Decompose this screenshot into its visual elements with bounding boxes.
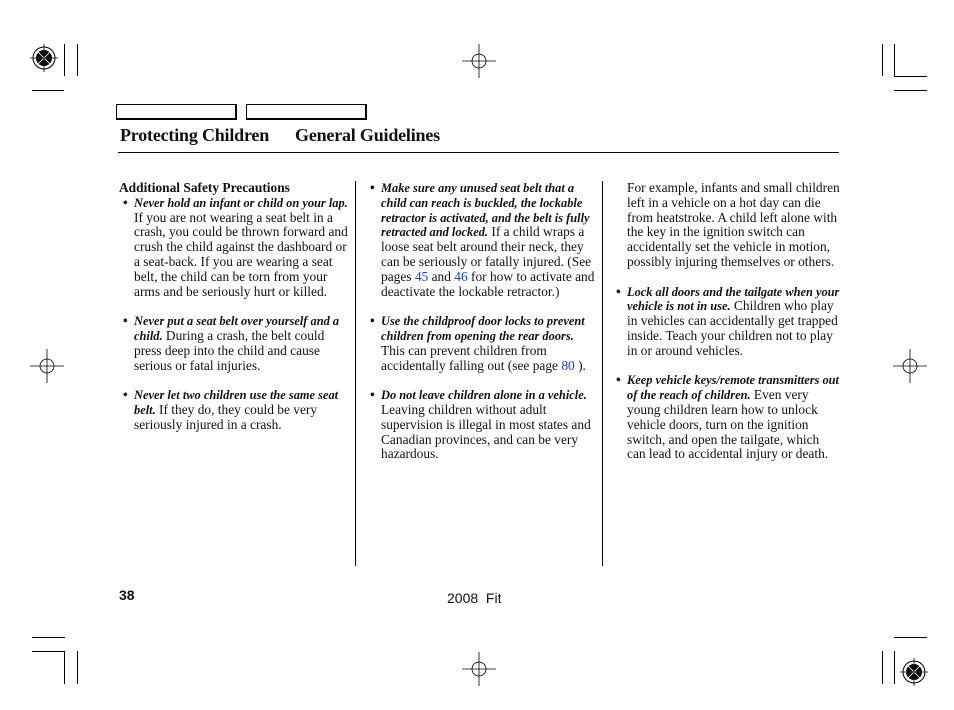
crosshair-left-icon <box>30 349 64 383</box>
list-item: • Do not leave children alone in a vehicle. Leaving children without adult supervision is illegal in most states and Canadian provinces, and can be very hazardous. <box>370 387 591 462</box>
bullet-icon: • <box>123 313 128 329</box>
page-link-80[interactable]: 80 <box>561 357 575 373</box>
bullet-icon: • <box>370 313 375 329</box>
list-item: • Keep vehicle keys/remote transmitters out of the reach of children. Even very young children learn how to unlock vehicle doors, turn on the ignition switch, and open the tailgate, which can lead to accidental injury or death. <box>616 372 839 462</box>
registration-target-top-left-icon <box>30 44 58 72</box>
crosshair-right-icon <box>893 349 927 383</box>
nav-tab-box-1[interactable] <box>116 104 237 120</box>
column-2 <box>366 181 596 477</box>
bullet-icon: • <box>616 283 621 299</box>
page-number: 38 <box>119 587 135 603</box>
page-title <box>120 125 440 146</box>
paragraph: For example, infants and small children left in a vehicle on a hot day can die from heatstroke. A child left alone with the key in the ignition switch can accidentally set the vehicle in motion, possibly injuring themselves or others. <box>627 180 840 269</box>
column-divider-1 <box>355 181 356 566</box>
crosshair-bottom-icon <box>462 652 496 686</box>
list-item: • Never let two children use the same seat belt. If they do, they could be very seriously injured in a crash. <box>123 387 339 432</box>
crosshair-top-icon <box>462 44 496 78</box>
page-link-45[interactable]: 45 <box>414 268 429 284</box>
column-1 <box>119 181 349 447</box>
bullet-icon: • <box>123 194 128 210</box>
list-item: • Use the childproof door locks to prevent children from opening the rear doors. This can prevent children from accidentally falling out (see page 80 ). <box>370 313 586 373</box>
list-item: • Make sure any unused seat belt that a child can reach is buckled, the lockable retractor is activated, and the belt is fully retracted and locked. If a child wraps a loose seat belt around their neck, they can be seriously or fatally injured. (See pages 45 and 46 for how to activate and deactivate the lockable retractor.) <box>370 180 595 299</box>
title-rule <box>118 152 839 153</box>
bullet-icon: • <box>616 372 621 388</box>
list-item: • Never put a seat belt over yourself and a child. During a crash, the belt could press deep into the child and cause serious or fatal injuries. <box>123 313 340 373</box>
registration-target-bottom-right-icon <box>900 658 928 686</box>
section-title: Protecting Children <box>120 125 270 145</box>
footer-model: 2008 Fit <box>447 590 502 606</box>
subsection-title: General Guidelines <box>295 125 440 145</box>
column-3 <box>612 181 840 477</box>
list-item: • Never hold an infant or child on your lap. If you are not wearing a seat belt in a crash, you could be thrown forward and crush the child against the dashboard or a seat-back. If you are wearing a seat belt, the child can be torn from your arms and be seriously hurt or killed. <box>123 194 348 299</box>
column-divider-2 <box>602 181 603 566</box>
page-link-46[interactable]: 46 <box>454 268 468 284</box>
bullet-icon: • <box>370 387 375 403</box>
bullet-icon: • <box>123 387 128 403</box>
bullet-icon: • <box>370 180 375 195</box>
nav-tab-box-2[interactable] <box>246 104 367 120</box>
section-heading: Additional Safety Precautions <box>119 180 290 195</box>
list-item: • Lock all doors and the tailgate when your vehicle is not in use. Children who play in vehicles can accidentally get trapped inside. Teach your children not to play in or around vehicles. <box>616 283 840 358</box>
